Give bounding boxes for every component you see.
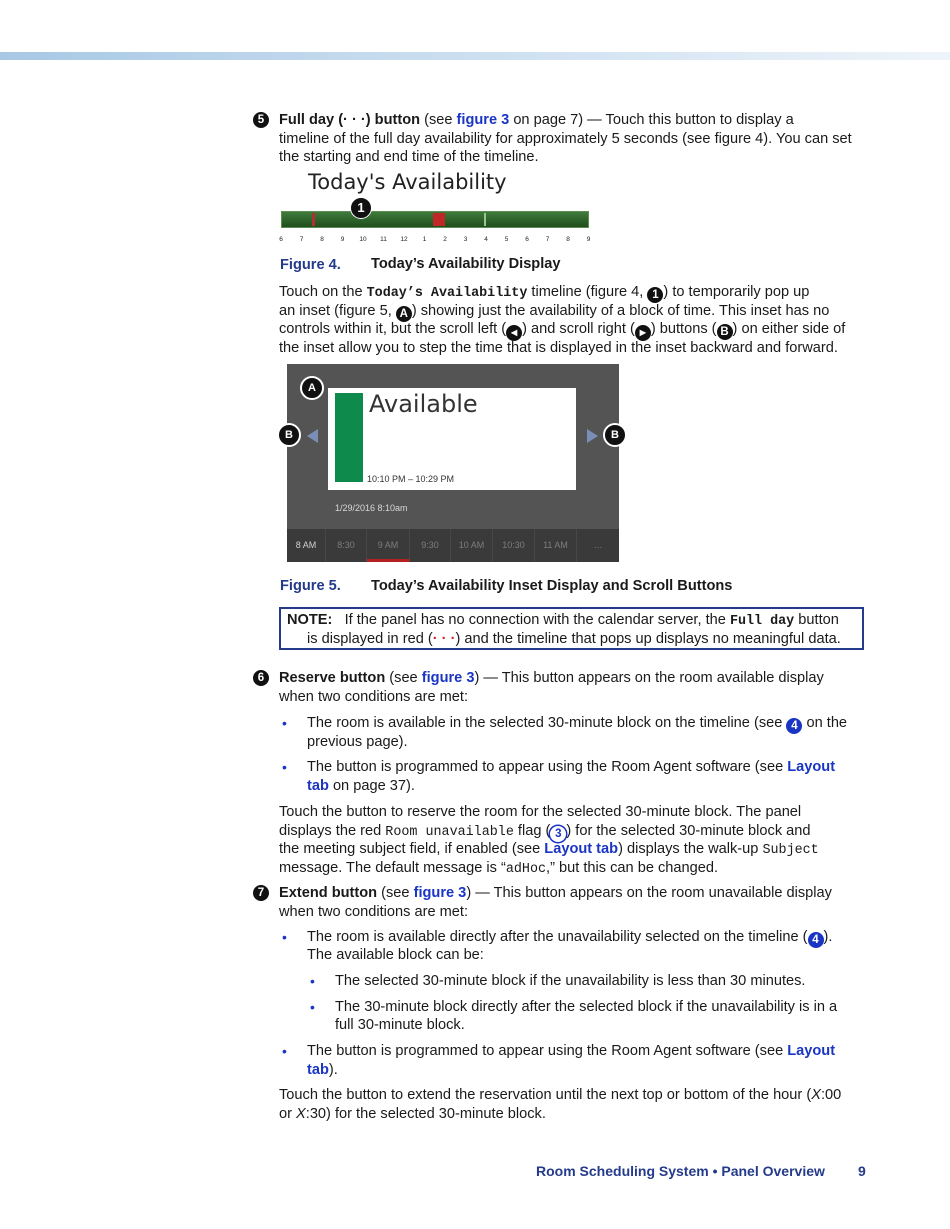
- layout-tab-link[interactable]: Layout: [787, 759, 836, 775]
- scroll-left-icon: ◀: [506, 325, 522, 341]
- text: :00: [820, 1087, 842, 1103]
- step-number-7: 7: [253, 885, 269, 901]
- tick-label: 7: [299, 236, 304, 243]
- text: The room is available directly after the unavailability selected on the timeline (: [307, 929, 808, 945]
- text: ) displays the walk-up: [618, 841, 763, 857]
- figure-4-caption: [280, 256, 341, 274]
- time-slot-bar: [287, 529, 619, 562]
- full-day-mono: Full day: [729, 614, 795, 629]
- tick-label: 12: [400, 236, 408, 243]
- item6-bullet1-line1: [307, 714, 847, 734]
- inset-time-range: 10:10 PM – 10:29 PM: [367, 474, 455, 484]
- item7-bullet2-line2: [307, 1061, 338, 1080]
- item6-line2: when two conditions are met:: [279, 689, 469, 705]
- todays-availability-mono: Today’s Availability: [366, 286, 528, 301]
- layout-tab-link[interactable]: tab: [307, 778, 329, 794]
- italic-x: X: [296, 1106, 306, 1122]
- text: ) and the timeline that pops up displays no meaningful data.: [455, 631, 841, 647]
- inset-available-label: Available: [369, 390, 478, 418]
- tick-label: 6: [279, 236, 283, 243]
- item7-line2: when two conditions are met:: [279, 904, 469, 920]
- tick-label: 8: [320, 236, 324, 243]
- time-slot[interactable]: 8:30: [326, 529, 367, 562]
- scroll-left-button[interactable]: [307, 429, 318, 443]
- text: on the: [802, 715, 848, 731]
- item7-bullet2-line1: [307, 1042, 835, 1061]
- availability-inset: [328, 388, 576, 490]
- callout-b-left: B: [277, 423, 301, 447]
- italic-x: X: [811, 1087, 821, 1103]
- availability-timeline[interactable]: [281, 211, 589, 228]
- bullet-icon: •: [282, 715, 287, 731]
- time-slot[interactable]: 11 AM: [535, 529, 577, 562]
- item6-bullet2-line2: [307, 777, 415, 796]
- touch-para-line1: [279, 283, 809, 304]
- callout-a: A: [300, 376, 324, 400]
- room-unavailable-mono: Room unavailable: [385, 825, 514, 840]
- note-label: NOTE:: [287, 612, 333, 628]
- item5-see: (see: [420, 112, 457, 128]
- time-slot[interactable]: 9 AM: [367, 529, 410, 562]
- item7-para-line2: [279, 1105, 546, 1124]
- text: The button is programmed to appear using the Room Agent software (see: [307, 759, 788, 775]
- callout-1: 1: [350, 197, 372, 219]
- item6-title: Reserve button: [279, 670, 386, 686]
- scroll-right-button[interactable]: [587, 429, 598, 443]
- layout-tab-link[interactable]: Layout tab: [544, 841, 619, 857]
- touch-para-line3: [279, 320, 845, 341]
- step-number-6: 6: [253, 670, 269, 686]
- item5-title: Full day (· · ·) button: [279, 112, 421, 128]
- figure-3-link[interactable]: figure 3: [456, 112, 510, 128]
- text: :30) for the selected 30-minute block.: [305, 1106, 546, 1122]
- text: an inset (figure 5,: [279, 303, 396, 319]
- bullet-icon: •: [310, 999, 315, 1015]
- text: button: [794, 612, 839, 628]
- tick-label: 10: [359, 236, 367, 243]
- time-slot[interactable]: 8 AM: [287, 529, 326, 562]
- bullet-icon: •: [282, 759, 287, 775]
- layout-tab-link[interactable]: tab: [307, 1062, 329, 1078]
- text: ).: [328, 1062, 338, 1078]
- item6-line1: [279, 669, 824, 688]
- time-slot[interactable]: 9:30: [410, 529, 451, 562]
- bullet-icon: •: [282, 929, 287, 945]
- text: flag (: [513, 823, 551, 839]
- item6-para-line4: [279, 859, 718, 880]
- text: If the panel has no connection with the calendar server, the: [344, 612, 730, 628]
- bullet-icon: •: [282, 1043, 287, 1059]
- tick-label: 9: [340, 236, 345, 243]
- bullet-icon: •: [310, 973, 315, 989]
- tick-label: 3: [463, 236, 468, 243]
- callout-4-inline: 4: [786, 718, 802, 734]
- text: message. The default message is “: [279, 860, 506, 876]
- note-line1: [287, 611, 839, 632]
- item7-line1: [279, 884, 832, 903]
- adhoc-mono: adHoc: [505, 862, 547, 877]
- text: ) — This button appears on the room available display: [474, 670, 824, 686]
- text: or: [279, 1106, 297, 1122]
- item7-bullet1-line2: The available block can be:: [307, 947, 484, 963]
- tick-label: 9: [586, 236, 591, 243]
- item5-after-link: on page 7) — Touch this button to display a: [509, 112, 794, 128]
- timeline-busy-block: [433, 213, 445, 226]
- text: the meeting subject field, if enabled (see: [279, 841, 545, 857]
- available-indicator: [335, 393, 363, 482]
- text: controls within it, but the scroll left (: [279, 321, 507, 337]
- layout-tab-link[interactable]: Layout: [787, 1043, 836, 1059]
- page-number: 9: [858, 1163, 866, 1179]
- item6-bullet1-line2: previous page).: [307, 734, 408, 750]
- item6-para-line3: [279, 840, 819, 861]
- text: ).: [823, 929, 833, 945]
- tick-label: 11: [380, 236, 387, 243]
- text: ) — This button appears on the room unavailable display: [466, 885, 832, 901]
- text: ) and scroll right (: [522, 321, 635, 337]
- text: ) for the selected 30-minute block and: [566, 823, 811, 839]
- tick-label: 5: [504, 236, 509, 243]
- item5-line3: the starting and end time of the timeline.: [279, 149, 539, 165]
- item7-sub1: The selected 30-minute block if the unavailability is less than 30 minutes.: [335, 973, 806, 989]
- callout-3-inline: 3: [550, 826, 566, 842]
- text: is displayed in red (: [307, 631, 433, 647]
- inset-date: 1/29/2016 8:10am: [335, 503, 408, 513]
- text: The button is programmed to appear using the Room Agent software (see: [307, 1043, 788, 1059]
- note-line2: [307, 630, 841, 649]
- item7-para-line1: [279, 1086, 841, 1105]
- callout-a-inline: A: [396, 306, 412, 322]
- callout-b-inline: B: [717, 324, 733, 340]
- text: ) to temporarily pop up: [663, 284, 810, 300]
- item7-sub2-line1: The 30-minute block directly after the selected block if the unavailability is in a: [335, 999, 838, 1015]
- item6-para-line1: Touch the button to reserve the room for the selected 30-minute block. The panel: [279, 804, 802, 820]
- tick-label: 1: [422, 236, 427, 243]
- inset-display-screenshot: [287, 364, 619, 562]
- text: displays the red: [279, 823, 386, 839]
- item7-sub2-line2: full 30-minute block.: [335, 1017, 465, 1033]
- touch-para-line2: [279, 302, 829, 322]
- text: (see: [385, 670, 422, 686]
- timeline-marker: [484, 213, 486, 226]
- footer-title: Room Scheduling System • Panel Overview: [536, 1163, 825, 1179]
- timeline-busy-block: [312, 213, 315, 226]
- figure-5-caption-label: Figure 5.: [280, 578, 341, 594]
- text: ) on either side of: [732, 321, 846, 337]
- callout-b-right: B: [603, 423, 627, 447]
- todays-availability-title: Today's Availability: [308, 170, 507, 194]
- item5-line2: timeline of the full day availability for approximately 5 seconds (see figure 4). You can set: [279, 131, 852, 147]
- caption-label: Figure 4.: [280, 257, 341, 273]
- red-dots-icon: · · ·: [432, 631, 456, 647]
- tick-label: 6: [525, 236, 529, 243]
- time-slot[interactable]: …: [593, 540, 603, 550]
- figure-5-caption-text: Today’s Availability Inset Display and Scroll Buttons: [371, 578, 733, 594]
- item7-title: Extend button: [279, 885, 378, 901]
- text: The room is available in the selected 30-minute block on the timeline (see: [307, 715, 787, 731]
- time-slot[interactable]: 10:30: [493, 529, 535, 562]
- tick-label: 2: [443, 236, 447, 243]
- figure-3-link[interactable]: figure 3: [421, 670, 475, 686]
- text: Touch the button to extend the reservation until the next top or bottom of the hour (: [279, 1087, 812, 1103]
- text: ,” but this can be changed.: [546, 860, 719, 876]
- time-slot[interactable]: 10 AM: [451, 529, 493, 562]
- text: on page 37).: [328, 778, 415, 794]
- figure-3-link[interactable]: figure 3: [413, 885, 467, 901]
- step-number-5: 5: [253, 112, 269, 128]
- text: timeline (figure 4,: [527, 284, 648, 300]
- text: ) showing just the availability of a block of time. This inset has no: [411, 303, 830, 319]
- text: ) buttons (: [650, 321, 717, 337]
- header-band: [0, 52, 950, 60]
- figure-4-caption-text: Today’s Availability Display: [371, 256, 561, 272]
- scroll-right-icon: ▶: [635, 325, 651, 341]
- text: Touch on the: [279, 284, 367, 300]
- tick-label: 7: [545, 236, 550, 243]
- callout-1-inline: 1: [647, 287, 663, 303]
- item5-line1: [279, 111, 794, 130]
- touch-para-line4: the inset allow you to step the time that is displayed in the inset backward and forward.: [279, 340, 838, 356]
- item6-bullet2-line1: [307, 758, 835, 777]
- item7-bullet1-line1: [307, 928, 832, 948]
- subject-mono: Subject: [762, 843, 819, 858]
- callout-4-inline: 4: [808, 932, 824, 948]
- tick-label: 8: [566, 236, 570, 243]
- tick-label: 4: [484, 236, 488, 243]
- text: (see: [377, 885, 414, 901]
